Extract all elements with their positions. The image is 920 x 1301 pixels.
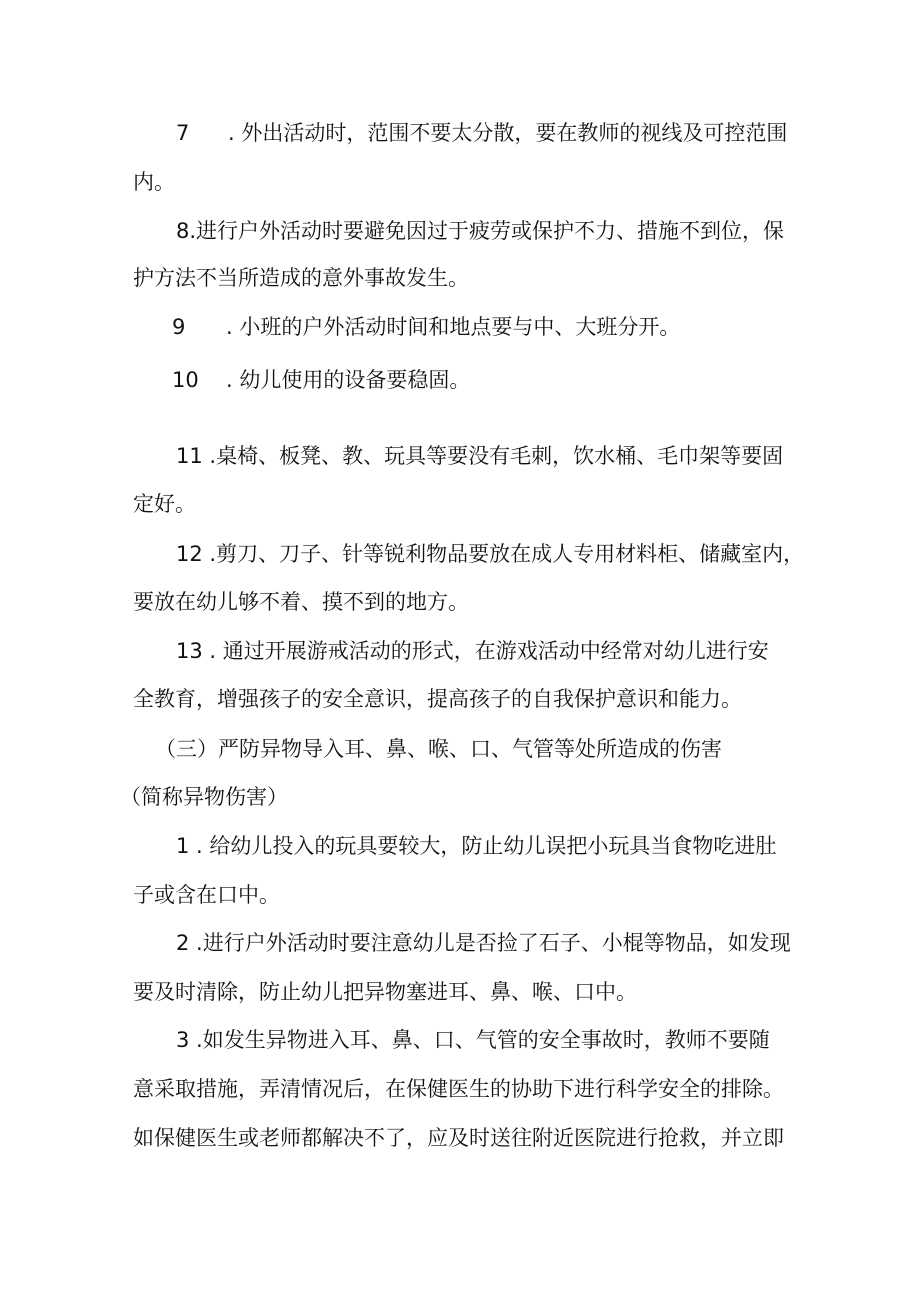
paragraph-item-10-line-1 bbox=[0, 360, 920, 400]
paragraph-text: 3 .如发生异物进入耳、鼻、口、气管的安全事故时，教师不要随 bbox=[176, 1028, 770, 1052]
paragraph-text: 内。 bbox=[133, 170, 175, 194]
paragraph-item-7-line-1 bbox=[0, 113, 920, 153]
paragraph-item-9-line-1 bbox=[0, 307, 920, 347]
paragraph-item-11-line-2 bbox=[0, 484, 920, 524]
paragraph-text: 12 .剪刀、刀子、针等锐利物品要放在成人专用材料柜、储藏室内， bbox=[176, 542, 805, 566]
item-number: 10 bbox=[172, 368, 199, 392]
section-item-3-line-3 bbox=[0, 1118, 920, 1158]
paragraph-text: 如保健医生或老师都解决不了，应及时送往附近医院进行抢救，并立即 bbox=[133, 1126, 784, 1150]
section-heading: （三）严防异物导入耳、鼻、喉、口、气管等处所造成的伤害 bbox=[155, 737, 722, 761]
paragraph-item-12-line-1 bbox=[0, 534, 920, 574]
paragraph-text: . 小班的户外活动时间和地点要与中、大班分开。 bbox=[226, 315, 681, 339]
section-heading-line-2 bbox=[0, 777, 920, 817]
item-number: 9 bbox=[172, 315, 186, 339]
paragraph-item-8-line-2 bbox=[0, 258, 920, 298]
paragraph-item-13-line-2 bbox=[0, 679, 920, 719]
paragraph-text: 定好。 bbox=[133, 492, 196, 516]
paragraph-text: 1 . 给幼儿投入的玩具要较大，防止幼儿误把小玩具当食物吃进肚 bbox=[176, 834, 777, 858]
paragraph-item-13-line-1 bbox=[0, 631, 920, 671]
section-item-2-line-1 bbox=[0, 923, 920, 963]
section-heading-line-1 bbox=[0, 729, 920, 769]
paragraph-text: 全教育，增强孩子的安全意识，提高孩子的自我保护意识和能力。 bbox=[133, 687, 742, 711]
paragraph-item-12-line-2 bbox=[0, 582, 920, 622]
paragraph-text: 意采取措施，弄清情况后，在保健医生的协助下进行科学安全的排除。 bbox=[133, 1077, 784, 1101]
paragraph-text: 8.进行户外活动时要避免因过于疲劳或保护不力、措施不到位，保 bbox=[176, 219, 785, 243]
paragraph-item-8-line-1 bbox=[0, 211, 920, 251]
section-item-2-line-2 bbox=[0, 972, 920, 1012]
paragraph-text: . 幼儿使用的设备要稳固。 bbox=[226, 368, 471, 392]
item-number: 7 bbox=[176, 121, 190, 145]
paragraph-text: . 外出活动时，范围不要太分散，要在教师的视线及可控范围 bbox=[228, 121, 788, 145]
section-item-1-line-2 bbox=[0, 875, 920, 915]
paragraph-text: 要及时清除，防止幼儿把异物塞进耳、鼻、喉、口中。 bbox=[133, 980, 637, 1004]
paragraph-text: 11 .桌椅、板凳、教、玩具等要没有毛刺，饮水桶、毛巾架等要固 bbox=[176, 444, 784, 468]
paragraph-item-11-line-1 bbox=[0, 436, 920, 476]
paragraph-text: 要放在幼儿够不着、摸不到的地方。 bbox=[133, 590, 469, 614]
paragraph-item-7-line-2 bbox=[0, 162, 920, 202]
paragraph-text: 2 .进行户外活动时要注意幼儿是否捡了石子、小棍等物品，如发现 bbox=[176, 931, 791, 955]
paragraph-text: 13 . 通过开展游戒活动的形式，在游戏活动中经常对幼儿进行安 bbox=[176, 639, 769, 663]
section-heading: （简称异物伤害） bbox=[120, 785, 288, 809]
section-item-1-line-1 bbox=[0, 826, 920, 866]
paragraph-text: 子或含在口中。 bbox=[133, 883, 280, 907]
paragraph-text: 护方法不当所造成的意外事故发生。 bbox=[133, 266, 469, 290]
section-item-3-line-1 bbox=[0, 1020, 920, 1060]
section-item-3-line-2 bbox=[0, 1069, 920, 1109]
